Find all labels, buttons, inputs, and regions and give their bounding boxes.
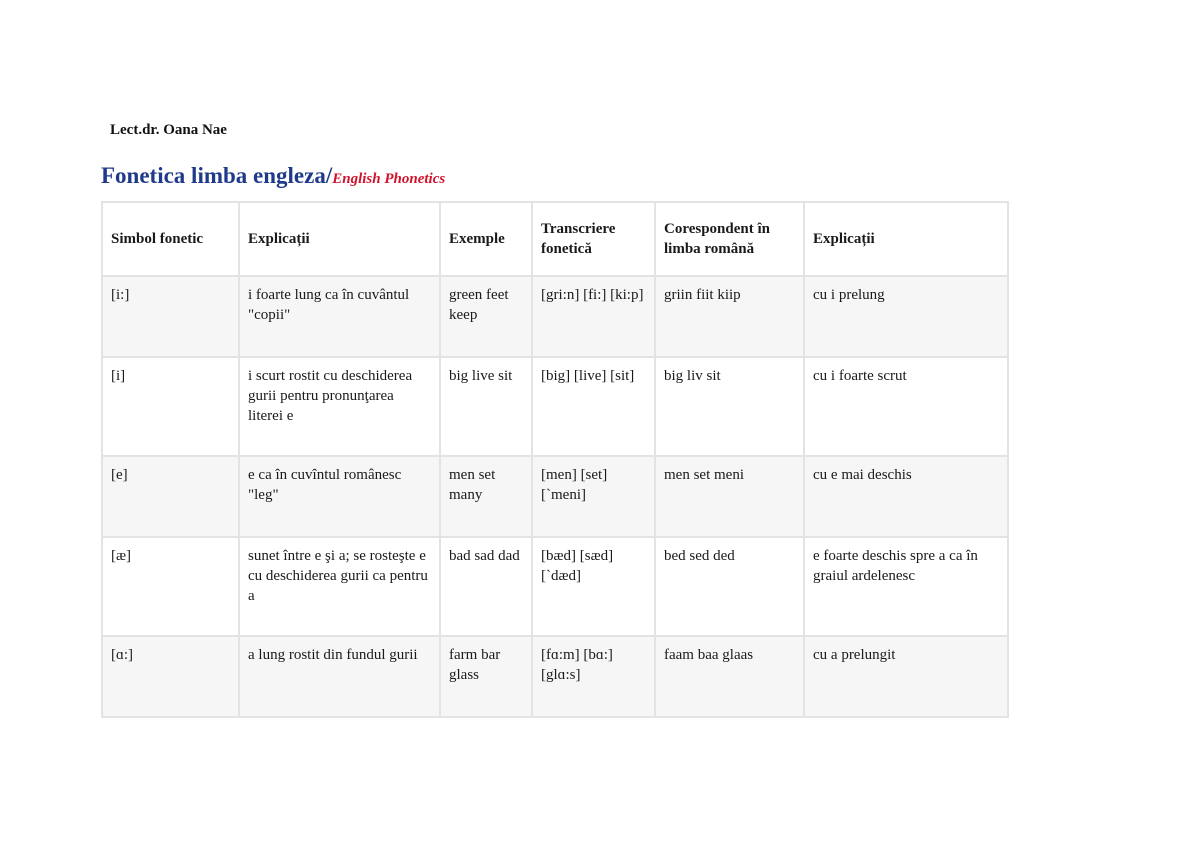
cell-notes: cu i prelung bbox=[804, 276, 1008, 357]
header-examples: Exemple bbox=[440, 202, 532, 276]
cell-explanation: i scurt rostit cu deschiderea gurii pentru pronunţarea literei e bbox=[239, 357, 440, 456]
table-row bbox=[102, 456, 1008, 537]
cell-transcription: [fɑ:m] [bɑ:] [glɑ:s] bbox=[532, 636, 655, 717]
title-main: Fonetica limba engleza/ bbox=[101, 163, 333, 188]
cell-explanation: i foarte lung ca în cuvântul "copii" bbox=[239, 276, 440, 357]
cell-explanation: a lung rostit din fundul gurii bbox=[239, 636, 440, 717]
header-phonetic-symbol: Simbol fonetic bbox=[102, 202, 239, 276]
cell-examples: farm bar glass bbox=[440, 636, 532, 717]
table-row bbox=[102, 357, 1008, 456]
header-romanian-equivalent: Corespondent în limba română bbox=[655, 202, 804, 276]
cell-transcription: [big] [live] [sit] bbox=[532, 357, 655, 456]
cell-explanation: sunet între e şi a; se rosteşte e cu deschiderea gurii ca pentru a bbox=[239, 537, 440, 636]
cell-transcription: [gri:n] [fi:] [ki:p] bbox=[532, 276, 655, 357]
cell-romanian: big liv sit bbox=[655, 357, 804, 456]
cell-explanation: e ca în cuvîntul românesc "leg" bbox=[239, 456, 440, 537]
phonetics-table bbox=[101, 201, 1009, 718]
cell-transcription: [bæd] [sæd] [`dæd] bbox=[532, 537, 655, 636]
cell-symbol: [e] bbox=[102, 456, 239, 537]
cell-notes: cu i foarte scrut bbox=[804, 357, 1008, 456]
cell-symbol: [æ] bbox=[102, 537, 239, 636]
cell-symbol: [i:] bbox=[102, 276, 239, 357]
cell-romanian: faam baa glaas bbox=[655, 636, 804, 717]
cell-romanian: griin fiit kiip bbox=[655, 276, 804, 357]
header-transcription: Transcriere fonetică bbox=[532, 202, 655, 276]
header-explanation: Explicații bbox=[239, 202, 440, 276]
cell-notes: e foarte deschis spre a ca în graiul ardelenesc bbox=[804, 537, 1008, 636]
cell-symbol: [i] bbox=[102, 357, 239, 456]
table-row bbox=[102, 276, 1008, 357]
cell-examples: men set many bbox=[440, 456, 532, 537]
cell-symbol: [ɑ:] bbox=[102, 636, 239, 717]
cell-examples: bad sad dad bbox=[440, 537, 532, 636]
cell-notes: cu e mai deschis bbox=[804, 456, 1008, 537]
author-name: Lect.dr. Oana Nae bbox=[110, 122, 227, 138]
table-header-row bbox=[102, 202, 1008, 276]
table-row bbox=[102, 537, 1008, 636]
header-notes: Explicații bbox=[804, 202, 1008, 276]
cell-notes: cu a prelungit bbox=[804, 636, 1008, 717]
cell-examples: big live sit bbox=[440, 357, 532, 456]
cell-examples: green feet keep bbox=[440, 276, 532, 357]
cell-romanian: men set meni bbox=[655, 456, 804, 537]
page-title bbox=[101, 163, 445, 189]
cell-transcription: [men] [set] [`meni] bbox=[532, 456, 655, 537]
title-subtitle: English Phonetics bbox=[332, 171, 446, 187]
table-row bbox=[102, 636, 1008, 717]
cell-romanian: bed sed ded bbox=[655, 537, 804, 636]
